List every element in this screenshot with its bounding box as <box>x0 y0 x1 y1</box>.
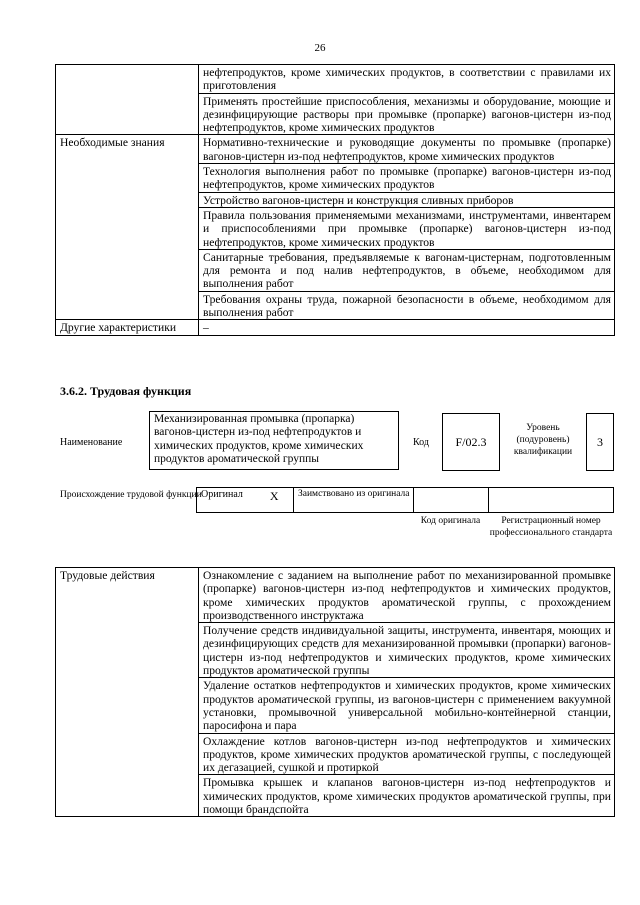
table-cell: Правила пользования применяемыми механизмами, инструментами, инвентарем и приспособлениями при промывке (пропарке) вагонов-цистерн из-под нефтепродуктов, кроме химических продуктов <box>199 207 615 249</box>
table-cell: Санитарные требования, предъявляемые к вагонам-цистернам, подготовленным для ремонта и под налив нефтепродуктов, в объеме, необходимом для выполнения работ <box>199 249 615 291</box>
table-row <box>56 320 615 335</box>
table-row <box>56 65 615 94</box>
origin-label: Происхождение трудовой функции <box>60 490 202 500</box>
table-cell: Технология выполнения работ по промывке (пропарке) вагонов-цистерн из-под нефтепродуктов, кроме химических продуктов <box>199 164 615 193</box>
table-cell: Применять простейшие приспособления, механизмы и оборудование, моющие и дезинфицирующие растворы при промывке (пропарке) вагонов-цистерн из-под нефтепродуктов, кроме химических продуктов <box>199 93 615 135</box>
page-number: 26 <box>314 42 326 54</box>
row-label <box>56 65 199 135</box>
original-mark: X <box>255 488 294 513</box>
table-cell: Ознакомление с заданием на выполнение работ по механизированной промывке (пропарке) вагонов-цистерн из-под нефтепродуктов и химических продуктов, кроме химических продуктов ароматической группы, с прохождением производственного инструктажа <box>199 568 615 623</box>
table-cell: Удаление остатков нефтепродуктов и химических продуктов, кроме химических продуктов ароматической группы, из вагонов-цистерн с применением вакуумной установки, промывочной универсальной мобильно-контейнерной станции, паросифона и пара <box>199 678 615 733</box>
table-cell: Нормативно-технические и руководящие документы по промывке (пропарке) вагонов-цистерн из-под нефтепродуктов, кроме химических продуктов <box>199 135 615 164</box>
table-cell: Требования охраны труда, пожарной безопасности в объеме, необходимом для выполнения работ <box>199 291 615 320</box>
table-cell: Устройство вагонов-цистерн и конструкция сливных приборов <box>199 192 615 207</box>
registration-caption: Регистрационный номер профессионального стандарта <box>489 516 613 538</box>
level-label: Уровень (подуровень) квалификации <box>513 423 573 457</box>
borrowed-label: Заимствовано из оригинала <box>294 488 414 513</box>
table-row <box>197 488 614 513</box>
table-cell: Охлаждение котлов вагонов-цистерн из-под нефтепродуктов и химических продуктов, кроме химических продуктов ароматической группы, с последующей их дегазацией, сушкой и протиркой <box>199 733 615 775</box>
table-row <box>56 135 615 164</box>
skills-knowledge-table <box>55 64 615 336</box>
table-row <box>56 568 615 623</box>
code-label: Код <box>413 437 429 448</box>
table-cell: Промывка крышек и клапанов вагонов-цистерн из-под нефтепродуктов и химических продуктов, кроме химических продуктов ароматической группы, при помощи брандспойта <box>199 775 615 817</box>
code-caption: Код оригинала <box>420 516 481 526</box>
original-label: Оригинал <box>197 488 255 513</box>
table-cell: нефтепродуктов, кроме химических продуктов, в соответствии с правилами их приготовления <box>199 65 615 94</box>
row-label: Другие характеристики <box>56 320 199 335</box>
level-box: 3 <box>586 413 614 471</box>
labor-actions-table <box>55 567 615 817</box>
section-heading: 3.6.2. Трудовая функция <box>60 384 192 398</box>
original-code-cell <box>414 488 489 513</box>
row-label: Необходимые знания <box>56 135 199 320</box>
table-cell: – <box>199 320 615 335</box>
registration-number-cell <box>489 488 614 513</box>
function-name-box: Механизированная промывка (пропарка) вагонов-цистерн из-под нефтепродуктов и химических продуктов, кроме химических продуктов ароматической группы <box>149 411 399 470</box>
row-label: Трудовые действия <box>56 568 199 817</box>
origin-table <box>196 487 614 513</box>
code-box: F/02.3 <box>442 413 500 471</box>
table-cell: Получение средств индивидуальной защиты, инструмента, инвентаря, моющих и дезинфицирующих средств для механизированной промывки (пропарки) вагонов-цистерн из-под нефтепродуктов и химических продуктов, кроме химических продуктов ароматической группы <box>199 623 615 678</box>
name-label: Наименование <box>60 437 123 448</box>
